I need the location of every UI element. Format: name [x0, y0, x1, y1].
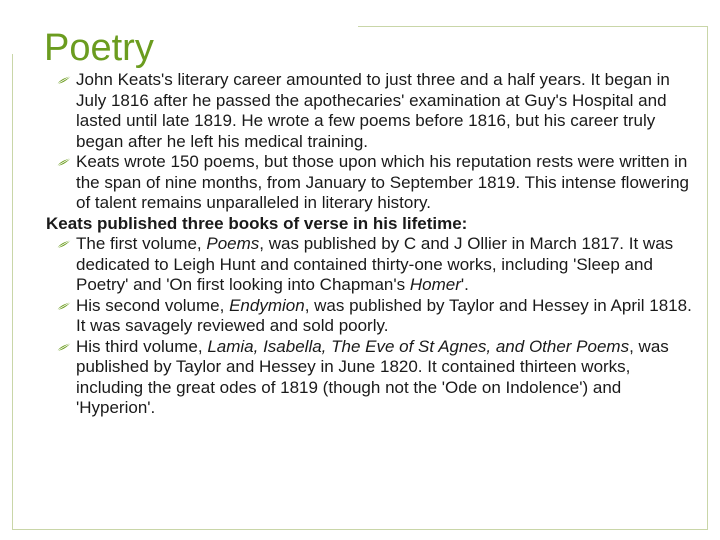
book-leaf-icon [56, 156, 72, 168]
book-leaf-icon [56, 341, 72, 353]
list-item [48, 152, 698, 214]
book-text-pre: The first volume, [76, 234, 207, 253]
list-item [48, 70, 698, 152]
book-title: Endymion [229, 295, 305, 315]
book-title: Lamia, Isabella, The Eve of St Agnes, and Other Poems [207, 336, 630, 356]
book-text-post: , was published by Taylor and Hessey in June 1820. It contained thirteen works, including the great odes of 1819 (though not the 'Ode on Indolence') and 'Hyperion'. [76, 336, 669, 417]
book-leaf-icon [56, 300, 72, 312]
page-title: Poetry [44, 27, 154, 69]
book-text-post: , was published by C and J Ollier in March 1817. It was dedicated to Leigh Hunt and contained thirty-one works, including 'Sleep and Poetry' and 'On first looking into Chapman's [76, 234, 674, 294]
list-item [48, 234, 698, 296]
section-heading: Keats published three books of verse in his lifetime: [46, 213, 468, 233]
book-text-pre: His third volume, [76, 336, 208, 356]
list-item [48, 296, 698, 337]
book-leaf-icon [56, 74, 72, 86]
book-title: Poems [206, 234, 260, 253]
list-item [48, 337, 698, 419]
book-title-2: Homer [409, 275, 461, 294]
book-text-post: , was published by Taylor and Hessey in April 1818. It was savagely reviewed and sold poorly. [76, 295, 692, 335]
bullet-text: Keats wrote 150 poems, but those upon which his reputation rests were written in the span of nine months, from January to September 1819. This intense flowering of talent remains unparalleled in literary history. [76, 152, 689, 212]
book-text-pre: His second volume, [76, 295, 230, 315]
book-text-post-2: '. [460, 275, 469, 294]
bullet-text: John Keats's literary career amounted to just three and a half years. It began in July 1816 after he passed the apothecaries' examination at Guy's Hospital and lasted until late 1819. He wrote a few poems before 1816, but his career truly began after he left his medical training. [76, 70, 670, 151]
book-leaf-icon [56, 238, 72, 250]
slide-content [48, 70, 698, 419]
